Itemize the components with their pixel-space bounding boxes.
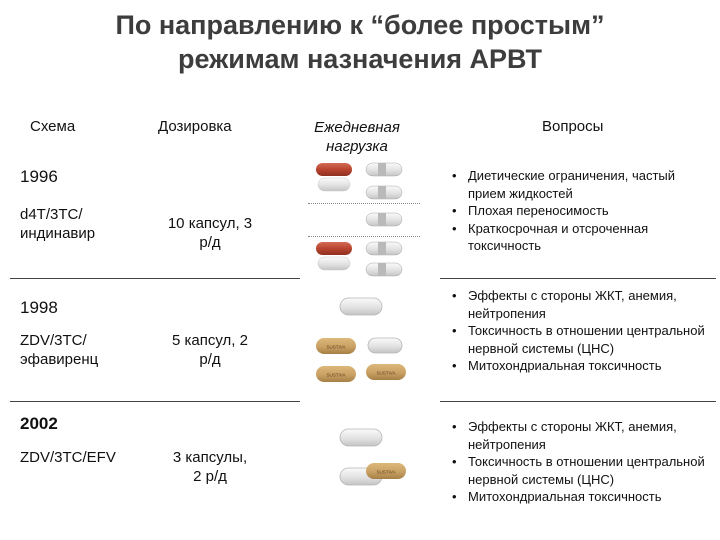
issue-item: • Митохондриальная токсичность [448,488,716,506]
dose-2002-line1: 3 капсулы, [172,449,248,466]
issue-item: • Митохондриальная токсичность [448,357,716,375]
scheme-1996-line2: индинавир [20,225,96,242]
tan-tablet-label: SUSTIVA [326,372,346,378]
pill-group-1996-c [316,242,402,276]
year-1996: 1996 [20,167,58,186]
issue-item: • Плохая переносимость [448,202,716,220]
gray-capsule-icon [366,163,402,176]
pill-group-1996-b [366,213,402,226]
tan-tablet-label: SUSTIVA [326,344,346,350]
dose-1996-line2: р/д [199,234,221,251]
pill-group-1998 [316,298,406,382]
header-issues: Вопросы [542,118,604,135]
white-tablet-icon [340,429,382,446]
red-white-capsule-icon [316,242,352,270]
issue-item: • Диетические ограничения, частый прием жидкостей [448,167,716,202]
title-line-1: По направлению к “более простым” [115,10,605,40]
white-tablet-icon [340,298,382,315]
scheme-1998-line1: ZDV/3TC/ [20,332,87,349]
gray-capsule-icon [366,263,402,276]
gray-capsule-icon [366,242,402,255]
gray-capsule-icon [366,186,402,199]
header-daily-load-line2: нагрузка [326,138,388,155]
gray-capsule-icon [366,213,402,226]
tan-tablet-label: SUSTIVA [376,370,396,376]
dose-1998-line1: 5 капсул, 2 [172,332,248,349]
scheme-1996-line1: d4T/3TC/ [20,206,83,223]
white-tablet-icon [368,338,402,353]
dose-2002-line2: 2 р/д [193,468,227,485]
header-dosage: Дозировка [158,118,232,135]
dose-1996-line1: 10 капсул, 3 [167,215,253,232]
header-scheme: Схема [30,118,76,135]
pill-group-2002 [340,429,406,485]
issue-item: • Токсичность в отношении центральной нервной системы (ЦНС) [448,453,716,488]
title-line-2: режимам назначения АРВТ [177,44,543,74]
header-daily-load-line1: Ежедневная [314,119,400,136]
tan-tablet-label: SUSTIVA [376,469,396,475]
issue-item: • Краткосрочная и отсроченная токсичность [448,220,716,255]
issue-item: • Эффекты с стороны ЖКТ, анемия, нейтропения [448,418,716,453]
issue-item: • Эффекты с стороны ЖКТ, анемия, нейтропения [448,287,716,322]
dose-1998-line2: р/д [199,351,221,368]
scheme-2002-line1: ZDV/3TC/EFV [20,449,116,466]
year-2002: 2002 [20,414,58,433]
red-white-capsule-icon [316,163,352,191]
pill-group-1996-a [316,163,402,199]
year-1998: 1998 [20,298,58,317]
scheme-1998-line2: эфавиренц [20,351,99,368]
issue-item: • Токсичность в отношении центральной нервной системы (ЦНС) [448,322,716,357]
